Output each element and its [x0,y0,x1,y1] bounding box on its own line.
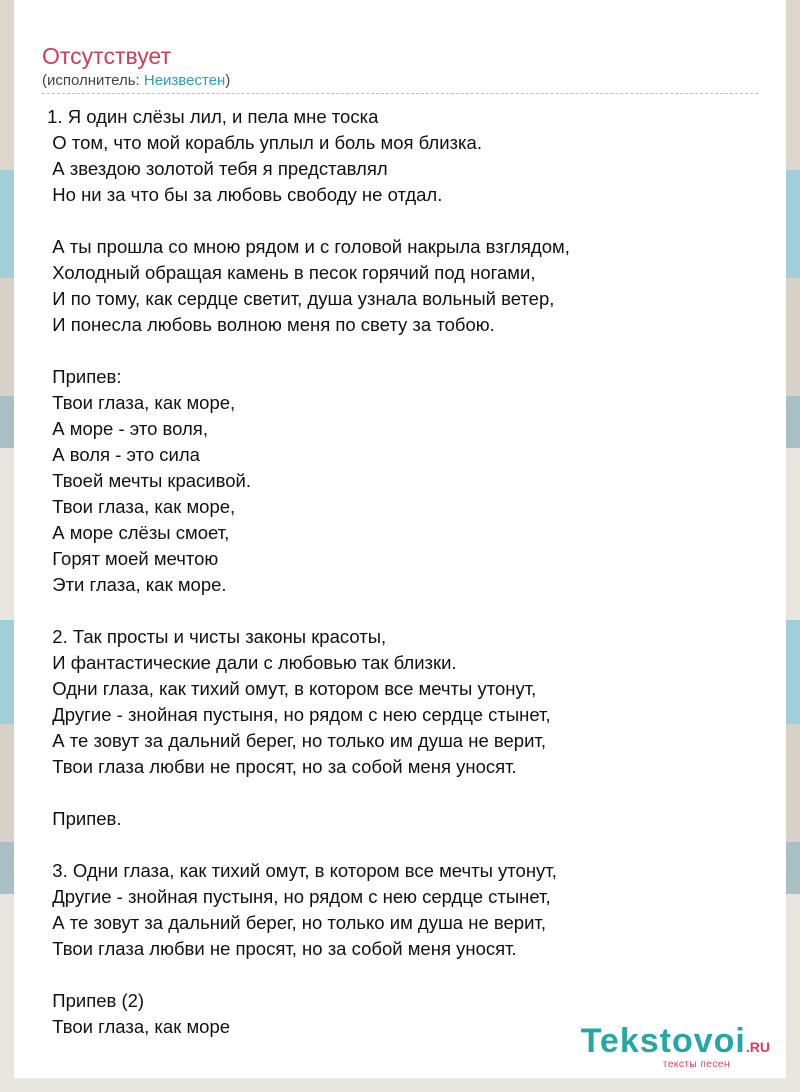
performer-link[interactable]: Неизвестен [143,72,226,89]
title-divider [42,93,758,94]
performer-line [42,72,230,89]
logo-word: Tekstovoi [580,1022,746,1060]
lyrics-text: 1. Я один слёзы лил, и пела мне тоска О том, что мой корабль уплыл и боль моя близка. А звездою золотой тебя я представлял Но ни за что бы за любовь свободу не отдал. А ты прошла со мною рядом и с головой накрыла взглядом, Холодный обращая камень в песок горячий под ногами, И по тому, как сердце светит, душа узнала вольный ветер, И понесла любовь волною меня по свету за тобою. Припев: Твои глаза, как море, А море - это воля, А воля - это сила Твоей мечты красивой. Твои глаза, как море, А море слёзы смоет, Горят моей мечтою Эти глаза, как море. 2. Так просты и чисты законы красоты, И фантастические дали с любовью так близки. Одни глаза, как тихий омут, в котором все мечты утонут, Другие - знойная пустыня, но рядом с нею сердце стынет, А те зовут за дальний берег, но только им душа не верит, Твои глаза любви не просят, но за собой меня уносят. Припев. 3. Одни глаза, как тихий омут, в котором все мечты утонут, Другие - знойная пустыня, но рядом с нею сердце стынет, А те зовут за дальний берег, но только им душа не верит, Твои глаза любви не просят, но за собой меня уносят. Припев (2) Твои глаза, как море [47,106,570,1037]
logo-tagline: тексты песен [662,1059,730,1070]
song-title: Отсутствует [42,43,171,69]
performer-label: (исполнитель: [42,72,144,89]
performer-close: ) [225,72,231,89]
logo-tld: .RU [745,1039,770,1055]
site-logo[interactable] [581,1024,770,1070]
